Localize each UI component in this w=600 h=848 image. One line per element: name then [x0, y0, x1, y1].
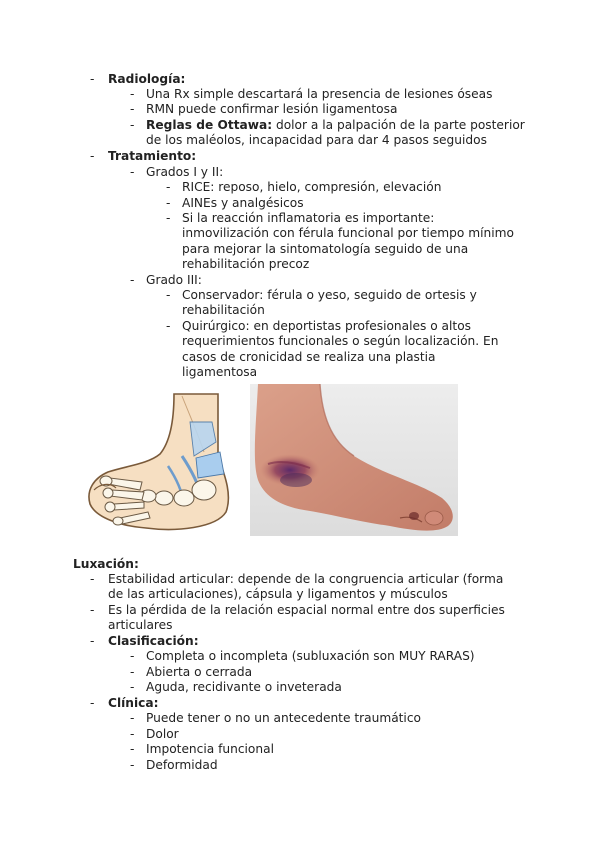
- list-item-line: Si la reacción inflamatoria es importante:: [182, 211, 435, 225]
- tratamiento-heading: Tratamiento:: [108, 149, 197, 163]
- bullet: -: [90, 572, 95, 586]
- list-item-line: rehabilitación: [182, 303, 265, 317]
- list-item-line: requerimientos funcionales o según localización. En: [182, 334, 499, 348]
- bullet: -: [130, 273, 135, 287]
- bullet: -: [130, 711, 135, 725]
- bullet: -: [130, 758, 135, 772]
- bullet: -: [130, 665, 135, 679]
- list-item: Abierta o cerrada: [146, 665, 253, 679]
- list-item-line: casos de cronicidad se realiza una plastia: [182, 350, 436, 364]
- ottawa-rest: dolor a la palpación de la parte posterior: [272, 118, 525, 132]
- list-item-line: rehabilitación precoz: [182, 257, 310, 271]
- list-item: Impotencia funcional: [146, 742, 274, 756]
- bullet: -: [166, 180, 171, 194]
- list-item-line: Es la pérdida de la relación espacial normal entre dos superficies: [108, 603, 505, 617]
- clinica-heading: Clínica:: [108, 696, 159, 710]
- list-item-line: para mejorar la sintomatología seguido de una: [182, 242, 469, 256]
- list-item-line: Quirúrgico: en deportistas profesionales o altos: [182, 319, 472, 333]
- grado-label: Grado III:: [146, 273, 202, 287]
- ottawa-line-2: de los maléolos, incapacidad para dar 4 pasos seguidos: [146, 133, 487, 147]
- list-item: Puede tener o no un antecedente traumático: [146, 711, 421, 725]
- bullet: -: [166, 211, 171, 225]
- list-item-line: Estabilidad articular: depende de la congruencia articular (forma: [108, 572, 504, 586]
- bullet: -: [166, 319, 171, 333]
- list-item-line: articulares: [108, 618, 173, 632]
- list-item: RMN puede confirmar lesión ligamentosa: [146, 102, 398, 116]
- ankle-anatomy-illustration-icon: [86, 386, 236, 536]
- list-item: RICE: reposo, hielo, compresión, elevación: [182, 180, 442, 194]
- list-item-line: ligamentosa: [182, 365, 258, 379]
- bullet: -: [130, 102, 135, 116]
- grados-label: Grados I y II:: [146, 165, 224, 179]
- ottawa-line-1: [146, 118, 525, 134]
- list-item: AINEs y analgésicos: [182, 196, 304, 210]
- list-item: Deformidad: [146, 758, 218, 772]
- list-item: Completa o incompleta (subluxación son MUY RARAS): [146, 649, 475, 663]
- list-item-line: de las articulaciones), cápsula y ligamentos y músculos: [108, 587, 448, 601]
- bullet: -: [130, 680, 135, 694]
- list-item: Dolor: [146, 727, 179, 741]
- list-item-line: Conservador: férula o yeso, seguido de ortesis y: [182, 288, 477, 302]
- bruised-ankle-photo-icon: [250, 384, 458, 536]
- bullet: -: [90, 603, 95, 617]
- bullet: -: [166, 288, 171, 302]
- bullet: -: [166, 196, 171, 210]
- bullet: -: [90, 696, 95, 710]
- list-item: Aguda, recidivante o inveterada: [146, 680, 342, 694]
- radiologia-heading: Radiología:: [108, 72, 186, 86]
- list-item-line: inmovilización con férula funcional por tiempo mínimo: [182, 226, 514, 240]
- bullet: -: [130, 742, 135, 756]
- luxacion-heading: Luxación:: [73, 557, 139, 571]
- clasificacion-heading: Clasificación:: [108, 634, 199, 648]
- bullet: -: [130, 165, 135, 179]
- bullet: -: [90, 634, 95, 648]
- bullet: -: [90, 149, 95, 163]
- list-item: Una Rx simple descartará la presencia de lesiones óseas: [146, 87, 493, 101]
- bullet: -: [130, 727, 135, 741]
- bullet: -: [90, 72, 95, 86]
- bullet: -: [130, 649, 135, 663]
- bullet: -: [130, 118, 135, 132]
- ottawa-bold: Reglas de Ottawa:: [146, 118, 273, 132]
- bullet: -: [130, 87, 135, 101]
